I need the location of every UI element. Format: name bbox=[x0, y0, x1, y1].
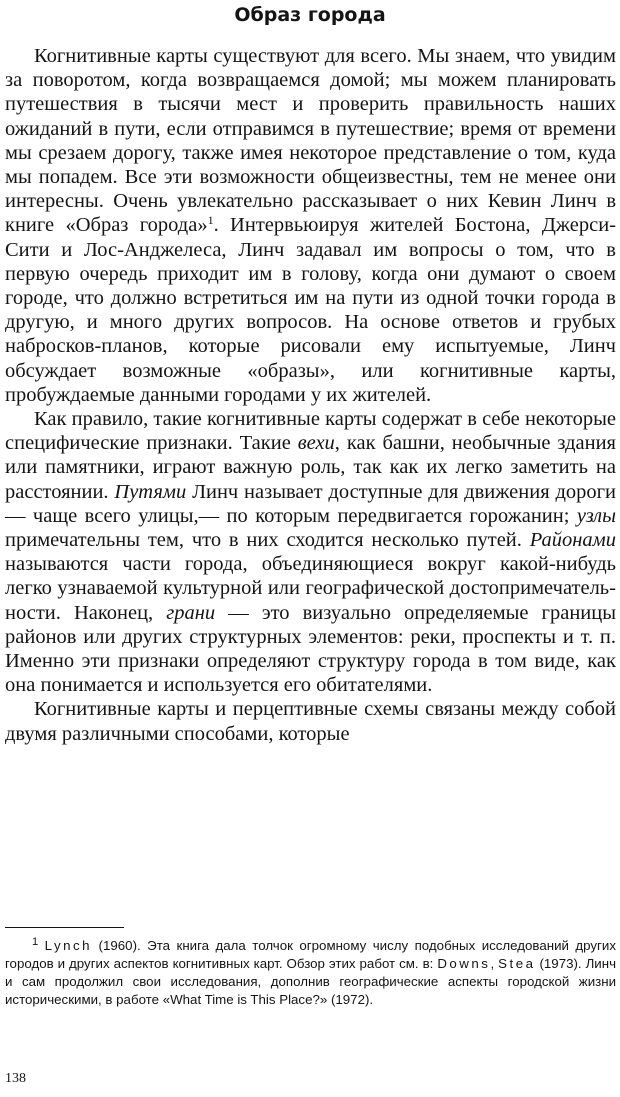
footnote-marker: 1 bbox=[32, 936, 39, 948]
text-run: (1960). Эта книга дала толчок огромному числу подобных исследований других городов и других аспектов когнитивных карт. Обзор этих работ см. в: bbox=[5, 938, 616, 971]
section-title: Образ города bbox=[234, 4, 386, 26]
text-run: (1973). Линч и сам продолжил свои исследования, дополнив географические аспекты городской жизни историческими, в работе «What Time is This Place?» (1972). bbox=[5, 956, 616, 1007]
text-run: называются части города, объединяющиеся вокруг какой-нибудь легко узнаваемой культурной или географической достопримечательности. Наконец, bbox=[5, 553, 616, 624]
text-run: . Интервьюируя жителей Бостона, Джерси-Сити и Лос-Анджелеса, Линч задавал им вопросы о том, что в первую очередь приходит им в голову, когда они думают о своем городе, что должно встретиться им на пути из одной точки города в другую, и много других вопросов. На основе ответов и грубых набросков-планов, которые рисовали ему испытуемые, Линч обсуждает возможные «образы», или когнитивные карты, пробуждаемые данными городами у их жителей. bbox=[5, 214, 616, 406]
text-run: , bbox=[490, 956, 499, 971]
italic-term: Районами bbox=[529, 529, 616, 552]
author-name: Downs bbox=[437, 956, 491, 971]
text-run: примечательны тем, что в них сходится несколько путей. bbox=[5, 529, 530, 552]
author-name: Lynch bbox=[44, 938, 93, 953]
italic-term: грани bbox=[166, 601, 216, 624]
italic-term: вехи bbox=[297, 432, 335, 455]
text-run: Когнитивные карты существуют для всего. Мы знаем, что увидим за поворотом, когда возвращаемся домой; мы можем планировать путешествия в тысячи мест и проверить правильность наших ожиданий в пути, если отправимся в путешествие; время от времени мы срезаем дорогу, также имея некоторое представление о том, куда мы попадем. Все эти возможности общеизвестны, тем не менее они интересны. Очень увлекательно рассказывает о них Кевин Линч в книге «Образ города» bbox=[5, 45, 616, 237]
italic-term: Путями bbox=[114, 480, 187, 503]
paragraph bbox=[5, 697, 616, 745]
text-run: — это визуально определяемые границы районов или других структурных элементов: реки, проспекты и т. п. Именно эти признаки определяют структуру города в том виде, как она понимается и используется его обитателями. bbox=[5, 601, 616, 697]
text-run: Как правило, такие когнитивные карты содержат в себе некоторые специфические признаки. Такие bbox=[5, 408, 616, 455]
text-run: Линч называет доступные для движения дороги — чаще всего улицы,— по которым передвигается горожанин; bbox=[5, 480, 617, 527]
footnote-divider bbox=[5, 927, 124, 928]
footnote bbox=[5, 937, 616, 1009]
paragraph bbox=[5, 44, 616, 407]
italic-term: узлы bbox=[576, 504, 616, 527]
paragraph bbox=[5, 407, 616, 697]
text-run: , как башни, необычные здания или памятники, играют важную роль, так как их легко заметить на расстоянии. bbox=[5, 432, 616, 503]
page-number: 138 bbox=[5, 1071, 26, 1086]
text-run: Когнитивные карты и перцептивные схемы связаны между собой двумя различными способами, которые bbox=[5, 698, 616, 745]
main-text bbox=[5, 44, 616, 746]
author-name: Stea bbox=[498, 956, 536, 971]
footnote-reference: 1 bbox=[207, 213, 214, 228]
